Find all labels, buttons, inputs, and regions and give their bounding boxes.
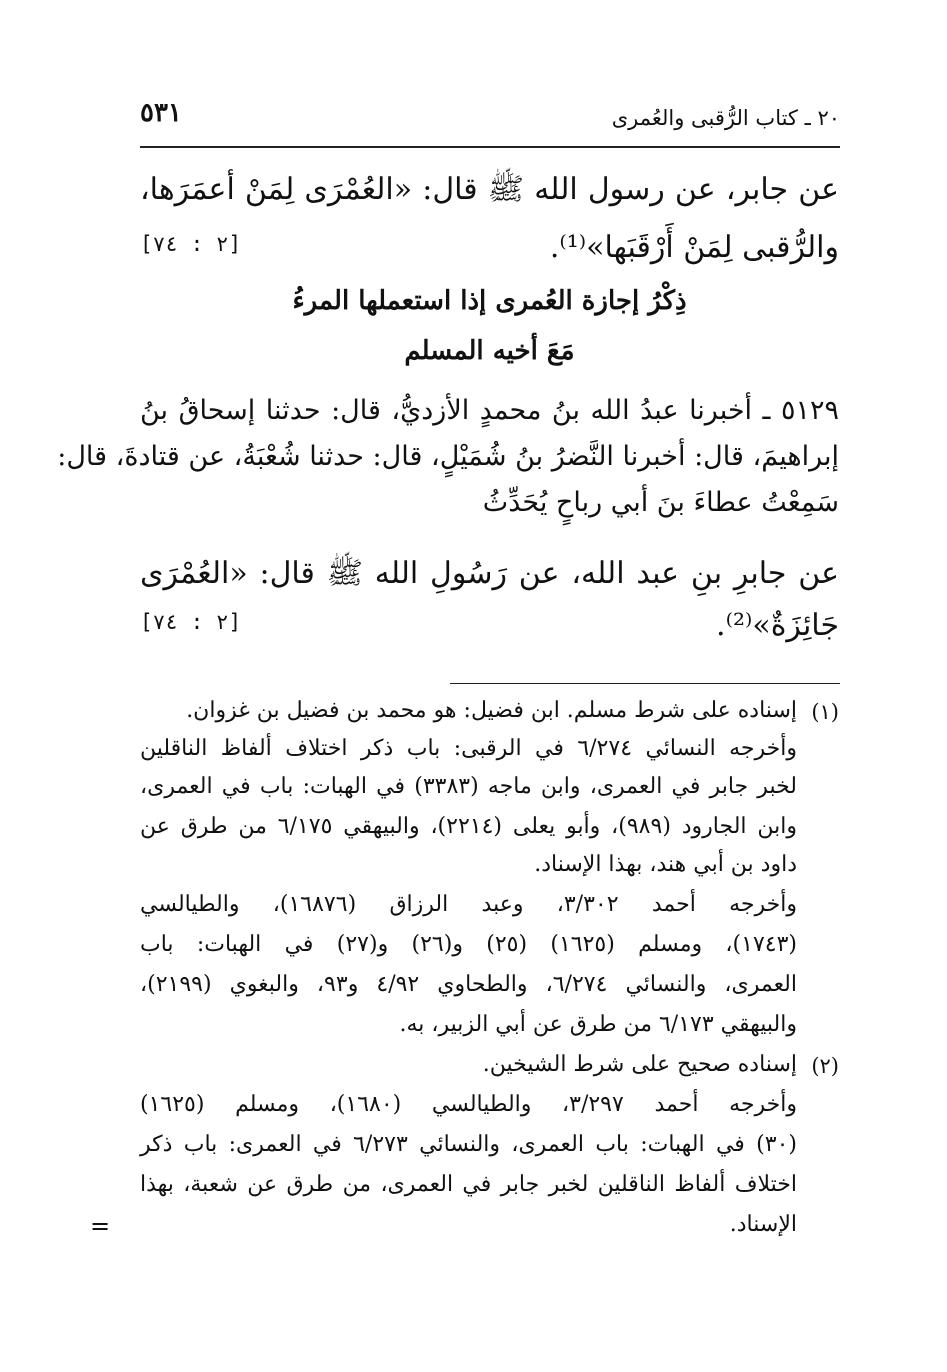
footnote-1-line-1: إسناده على شرط مسلم. ابن فضيل: هو محمد بن فضيل بن غزوان.: [186, 698, 797, 723]
hadith-2-isnad-line-2: إبراهيمَ، قال: أخبرنا النَّضرُ بنُ شُمَيْلٍ، قال: حدثنا شُعْبَةُ، عن قتادةَ، قال:: [57, 441, 839, 472]
header-rule: [140, 146, 840, 148]
footnote-2-line-3: (٣٠) في الهبات: باب العمرى، والنسائي ٦/٢٧٣ في العمرى: باب ذكر: [140, 1132, 797, 1157]
footnote-1-line-9: والبيهقي ٦/١٧٣ من طرق عن أبي الزبير، به.: [399, 1012, 797, 1037]
hadith-2-matn-line-1: عن جابرِ بنِ عبد الله، عن رَسُولِ الله ﷺ قال: «العُمْرَى: [140, 556, 839, 591]
hadith-1-reference: [٢ : ٧٤]: [140, 232, 242, 256]
hadith-2-matn-line-2: جَائِزَةٌ»⁽²⁾.: [716, 608, 839, 643]
footnote-1-line-8: العمرى، والنسائي ٦/٢٧٤، والطحاوي ٤/٩٢ و٩٣، والبغوي (٢١٩٩)،: [140, 972, 798, 997]
footnote-1-number: (١): [811, 700, 839, 724]
running-title: ٢٠ ـ كتاب الرُّقبى والعُمرى: [611, 106, 840, 130]
page-header: [140, 98, 840, 138]
footnote-2-line-4: اختلاف ألفاظ الناقلين لخبر جابر في العمرى، من طرق عن شعبة، بهذا: [140, 1172, 797, 1197]
footnote-1-line-7: (١٧٤٣)، ومسلم (١٦٢٥) (٢٥) و(٢٦) و(٢٧) في الهبات: باب: [140, 932, 797, 957]
chapter-title-line-1: ذِكْرُ إجازة العُمرى إذا استعملها المرءُ: [292, 286, 687, 316]
hadith-2-isnad-line-1: ٥١٢٩ ـ أخبرنا عبدُ الله بنُ محمدٍ الأزديُّ، قال: حدثنا إسحاقُ بنُ: [140, 395, 839, 426]
hadith-1-line-2: والرُّقبى لِمَنْ أَرْقَبَها»⁽¹⁾.: [549, 230, 839, 265]
footnote-1-line-2: وأخرجه النسائي ٦/٢٧٤ في الرقبى: باب ذكر اختلاف ألفاظ الناقلين: [140, 736, 797, 761]
footnote-1-line-4: وابن الجارود (٩٨٩)، وأبو يعلى (٢٢١٤)، والبيهقي ٦/١٧٥ من طرق عن: [140, 814, 797, 839]
footnote-2-line-2: وأخرجه أحمد ٣/٢٩٧، والطيالسي (١٦٨٠)، ومسلم (١٦٢٥): [140, 1092, 797, 1117]
footnote-1-line-3: لخبر جابر في العمرى، وابن ماجه (٣٣٨٣) في الهبات: باب في العمرى،: [140, 774, 797, 799]
footnote-2-line-5: الإسناد.: [729, 1212, 797, 1237]
footnote-2-number: (٢): [811, 1054, 839, 1078]
hadith-2-reference: [٢ : ٧٤]: [140, 610, 242, 634]
page-number: ٥٣١: [140, 98, 182, 128]
footnote-rule: [450, 683, 840, 684]
footnote-1-line-5: داود بن أبي هند، بهذا الإسناد.: [534, 852, 797, 877]
footnote-2-line-1: إسناده صحيح على شرط الشيخين.: [482, 1052, 797, 1077]
hadith-1-line-1: عن جابر، عن رسول الله ﷺ قال: «العُمْرَى لِمَنْ أعمَرَها،: [140, 172, 839, 207]
hadith-2-isnad-line-3: سَمِعْتُ عطاءَ بنَ أبي رباحٍ يُحَدِّثُ: [482, 487, 839, 518]
chapter-title-line-2: مَعَ أخيه المسلم: [404, 336, 575, 366]
margin-equals-mark: =: [90, 1212, 111, 1240]
footnote-1-line-6: وأخرجه أحمد ٣/٣٠٢، وعبد الرزاق (١٦٨٧٦)، والطيالسي: [140, 892, 797, 917]
